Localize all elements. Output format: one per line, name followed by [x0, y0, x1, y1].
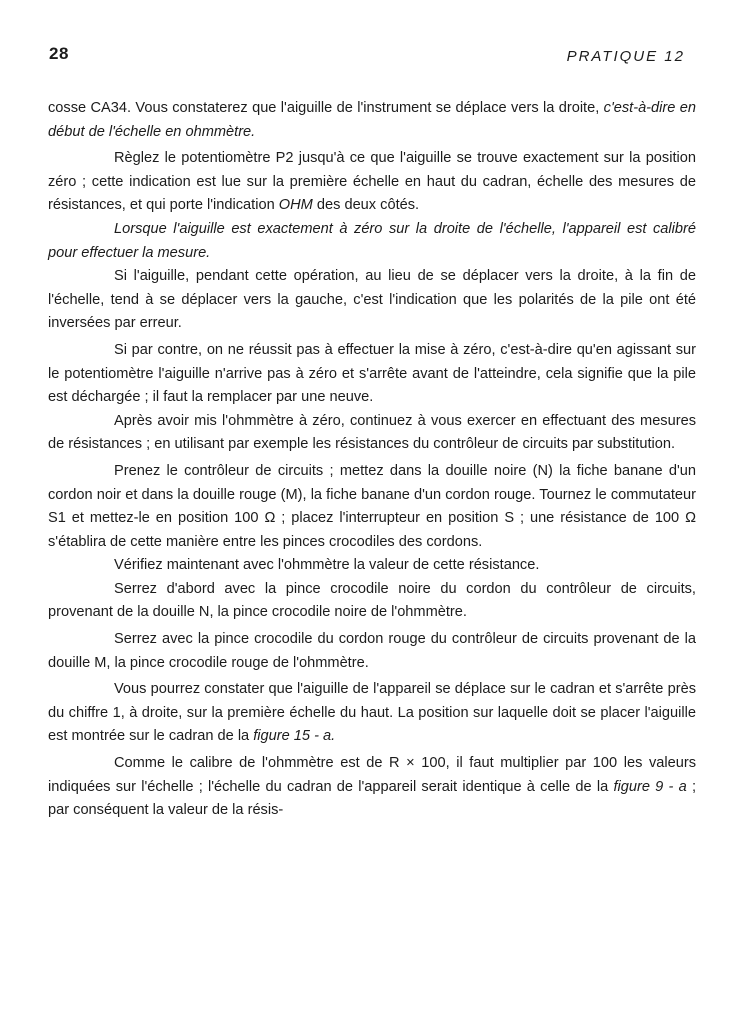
paragraph-8-text: Vérifiez maintenant avec l'ohmmètre la valeur de cette résistance.	[114, 557, 540, 574]
paragraph-1-text: cosse CA34. Vous constaterez que l'aiguille de l'instrument se déplace vers la droite,	[48, 100, 604, 116]
paragraph-11-italic: figure 15 - a.	[253, 728, 336, 745]
paragraph-4-text: Si l'aiguille, pendant cette opération, au lieu de se déplacer vers la droite, à la fin de l'échelle, tend à se déplacer vers la gauche, c'est l'indication que les polarités de la pile ont été inversées par erreur.	[48, 268, 696, 332]
paragraph-11-text: Vous pourrez constater que l'aiguille de l'appareil se déplace sur le cadran et s'arrête près du chiffre 1, à droite, sur la première échelle du haut. La position sur laquelle doit se placer l'aiguille est montrée sur le cadran de la	[48, 681, 696, 745]
paragraph-1-italic: c'est-à-dire en début de l'échelle en ohmmètre.	[48, 100, 696, 140]
page-number: 28	[49, 44, 69, 63]
paragraph-2-italic: OHM	[278, 197, 313, 214]
paragraph-2-text: Règlez le potentiomètre P2 jusqu'à ce que l'aiguille se trouve exactement sur la position zéro ; cette indication est lue sur la première échelle en haut du cadran, échelle des mesures de résistances, et qui porte l'indication	[48, 150, 696, 214]
paragraph-5-text: Si par contre, on ne réussit pas à effectuer la mise à zéro, c'est-à-dire qu'en agissant sur le potentiomètre l'aiguille n'arrive pas à zéro et s'arrête avant de l'atteindre, cela signifie que la pile est déchargée ; il faut la remplacer par une neuve.	[48, 341, 696, 406]
paragraph-7-text: Prenez le contrôleur de circuits ; mettez dans la douille noire (N) la fiche banane d'un cordon noir et dans la douille rouge (M), la fiche banane d'un cordon rouge. Tournez le commutateur S1 et mettez-le en position 100 Ω ; placez l'interrupteur en position S ; une résistance de 100 Ω s'établira de cette manière entre les pinces crocodiles des cordons.	[48, 462, 696, 550]
paragraph-5	[48, 339, 696, 410]
paragraph-12-text-end: ; par conséquent la valeur de la résis-	[48, 778, 696, 819]
paragraph-8	[48, 554, 696, 578]
paragraph-12-text: Comme le calibre de l'ohmmètre est de R × 100, il faut multiplier par 100 les valeurs indiquées sur l'échelle ; l'échelle du cadran de l'appareil serait identique à celle de la	[48, 755, 696, 795]
paragraph-4	[48, 265, 696, 336]
paragraph-6	[48, 410, 696, 457]
paragraph-3-italic: Lorsque l'aiguille est exactement à zéro sur la droite de l'échelle, l'appareil est calibré pour effectuer la mesure.	[48, 220, 696, 261]
paragraph-11	[48, 678, 696, 749]
paragraph-9	[48, 578, 696, 625]
running-title: PRATIQUE 12	[566, 48, 685, 65]
paragraph-1	[48, 97, 696, 144]
paragraph-2	[48, 147, 696, 218]
paragraph-2-text-end: des deux côtés.	[312, 197, 420, 214]
paragraph-6-text: Après avoir mis l'ohmmètre à zéro, continuez à vous exercer en effectuant des mesures de résistances ; en utilisant par exemple les résistances du contrôleur de circuits par substitution.	[48, 412, 696, 453]
paragraph-7	[48, 460, 696, 554]
paragraph-10-text: Serrez avec la pince crocodile du cordon rouge du contrôleur de circuits provenant de la douille M, la pince crocodile rouge de l'ohmmètre.	[48, 631, 696, 671]
paragraph-10	[48, 628, 696, 675]
body-text	[48, 97, 696, 823]
page-header	[49, 44, 685, 66]
paragraph-9-text: Serrez d'abord avec la pince crocodile noire du cordon du contrôleur de circuits, provenant de la douille N, la pince crocodile noire de l'ohmmètre.	[48, 580, 696, 621]
paragraph-12	[48, 752, 696, 823]
paragraph-12-italic: figure 9 - a	[613, 778, 687, 795]
paragraph-3	[48, 218, 696, 265]
